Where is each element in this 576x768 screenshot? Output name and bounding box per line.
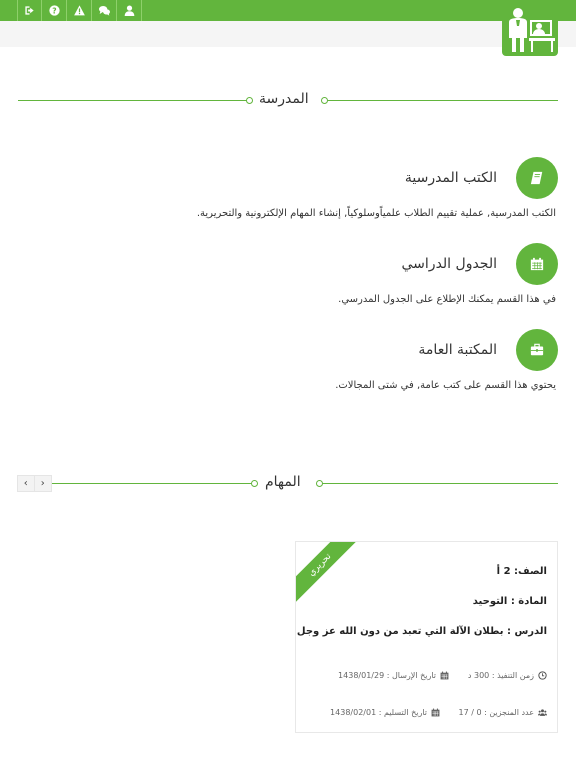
schedule-icon-button[interactable] — [516, 243, 558, 285]
task-card[interactable] — [295, 541, 558, 733]
calendar-icon — [530, 257, 544, 271]
task-completed — [458, 708, 547, 717]
user-icon — [124, 5, 135, 16]
feature-title-textbooks[interactable]: الكتب المدرسية — [404, 170, 497, 186]
feature-title-library[interactable]: المكتبة العامة — [418, 342, 497, 358]
task-due-date — [330, 708, 440, 717]
feature-desc-schedule: في هذا القسم يمكنك الإطلاع على الجدول المدرسي. — [338, 294, 556, 305]
textbooks-icon-button[interactable] — [516, 157, 558, 199]
calendar-icon — [431, 708, 440, 717]
logo[interactable] — [502, 0, 558, 56]
warning-icon — [74, 5, 85, 16]
divider-dot — [246, 97, 253, 104]
clock-icon — [538, 671, 547, 680]
warning-button[interactable] — [67, 0, 92, 21]
users-icon — [538, 708, 547, 717]
task-lesson: الدرس : بطلان الآلة التي تعبد من دون الله عز وجل — [296, 626, 547, 637]
carousel-prev-button[interactable]: ‹ — [18, 476, 35, 491]
divider-line — [322, 483, 558, 484]
profile-button[interactable] — [117, 0, 142, 21]
divider-line — [52, 483, 252, 484]
task-grade: الصف: 2 أ — [496, 566, 547, 577]
feature-title-schedule[interactable]: الجدول الدراسي — [401, 256, 497, 272]
task-sent-date-text: تاريخ الإرسال : 1438/01/29 — [338, 671, 436, 680]
divider-dot — [251, 480, 258, 487]
task-subject: المادة : التوحيد — [472, 596, 547, 607]
library-icon-button[interactable] — [516, 329, 558, 371]
book-icon — [530, 171, 544, 185]
sign-out-button[interactable] — [17, 0, 42, 21]
feature-desc-library: يحتوي هذا القسم على كتب عامة, في شتى المجالات. — [335, 380, 556, 391]
sign-out-icon — [24, 5, 35, 16]
task-completed-text: عدد المنجزين : 0 / 17 — [458, 708, 534, 717]
top-bar — [0, 0, 576, 21]
chat-icon — [99, 5, 110, 16]
divider-line — [18, 100, 247, 101]
section-title-school: المدرسة — [259, 91, 309, 107]
help-icon — [49, 5, 60, 16]
task-sent-date — [338, 671, 449, 680]
calendar-icon — [440, 671, 449, 680]
feature-desc-textbooks: الكتب المدرسية, عملية تقييم الطلاب علمياًوسلوكياً, إنشاء المهام الإلكترونية والتحريرية. — [196, 208, 556, 219]
sub-header — [0, 21, 576, 47]
divider-line — [327, 100, 558, 101]
teacher-logo-icon — [502, 0, 558, 56]
carousel-arrows — [17, 475, 52, 492]
task-duration-text: زمن التنفيذ : 300 د — [467, 671, 534, 680]
briefcase-icon — [530, 343, 544, 357]
svg-text:?: ? — [51, 6, 57, 16]
task-due-date-text: تاريخ التسليم : 1438/02/01 — [330, 708, 427, 717]
chat-button[interactable] — [92, 0, 117, 21]
task-duration — [468, 671, 547, 680]
carousel-next-button[interactable]: › — [40, 478, 45, 489]
section-title-tasks: المهام — [265, 474, 301, 490]
help-button[interactable] — [42, 0, 67, 21]
topbar-icons — [17, 0, 142, 21]
task-type-ribbon: تحريري — [295, 541, 359, 604]
